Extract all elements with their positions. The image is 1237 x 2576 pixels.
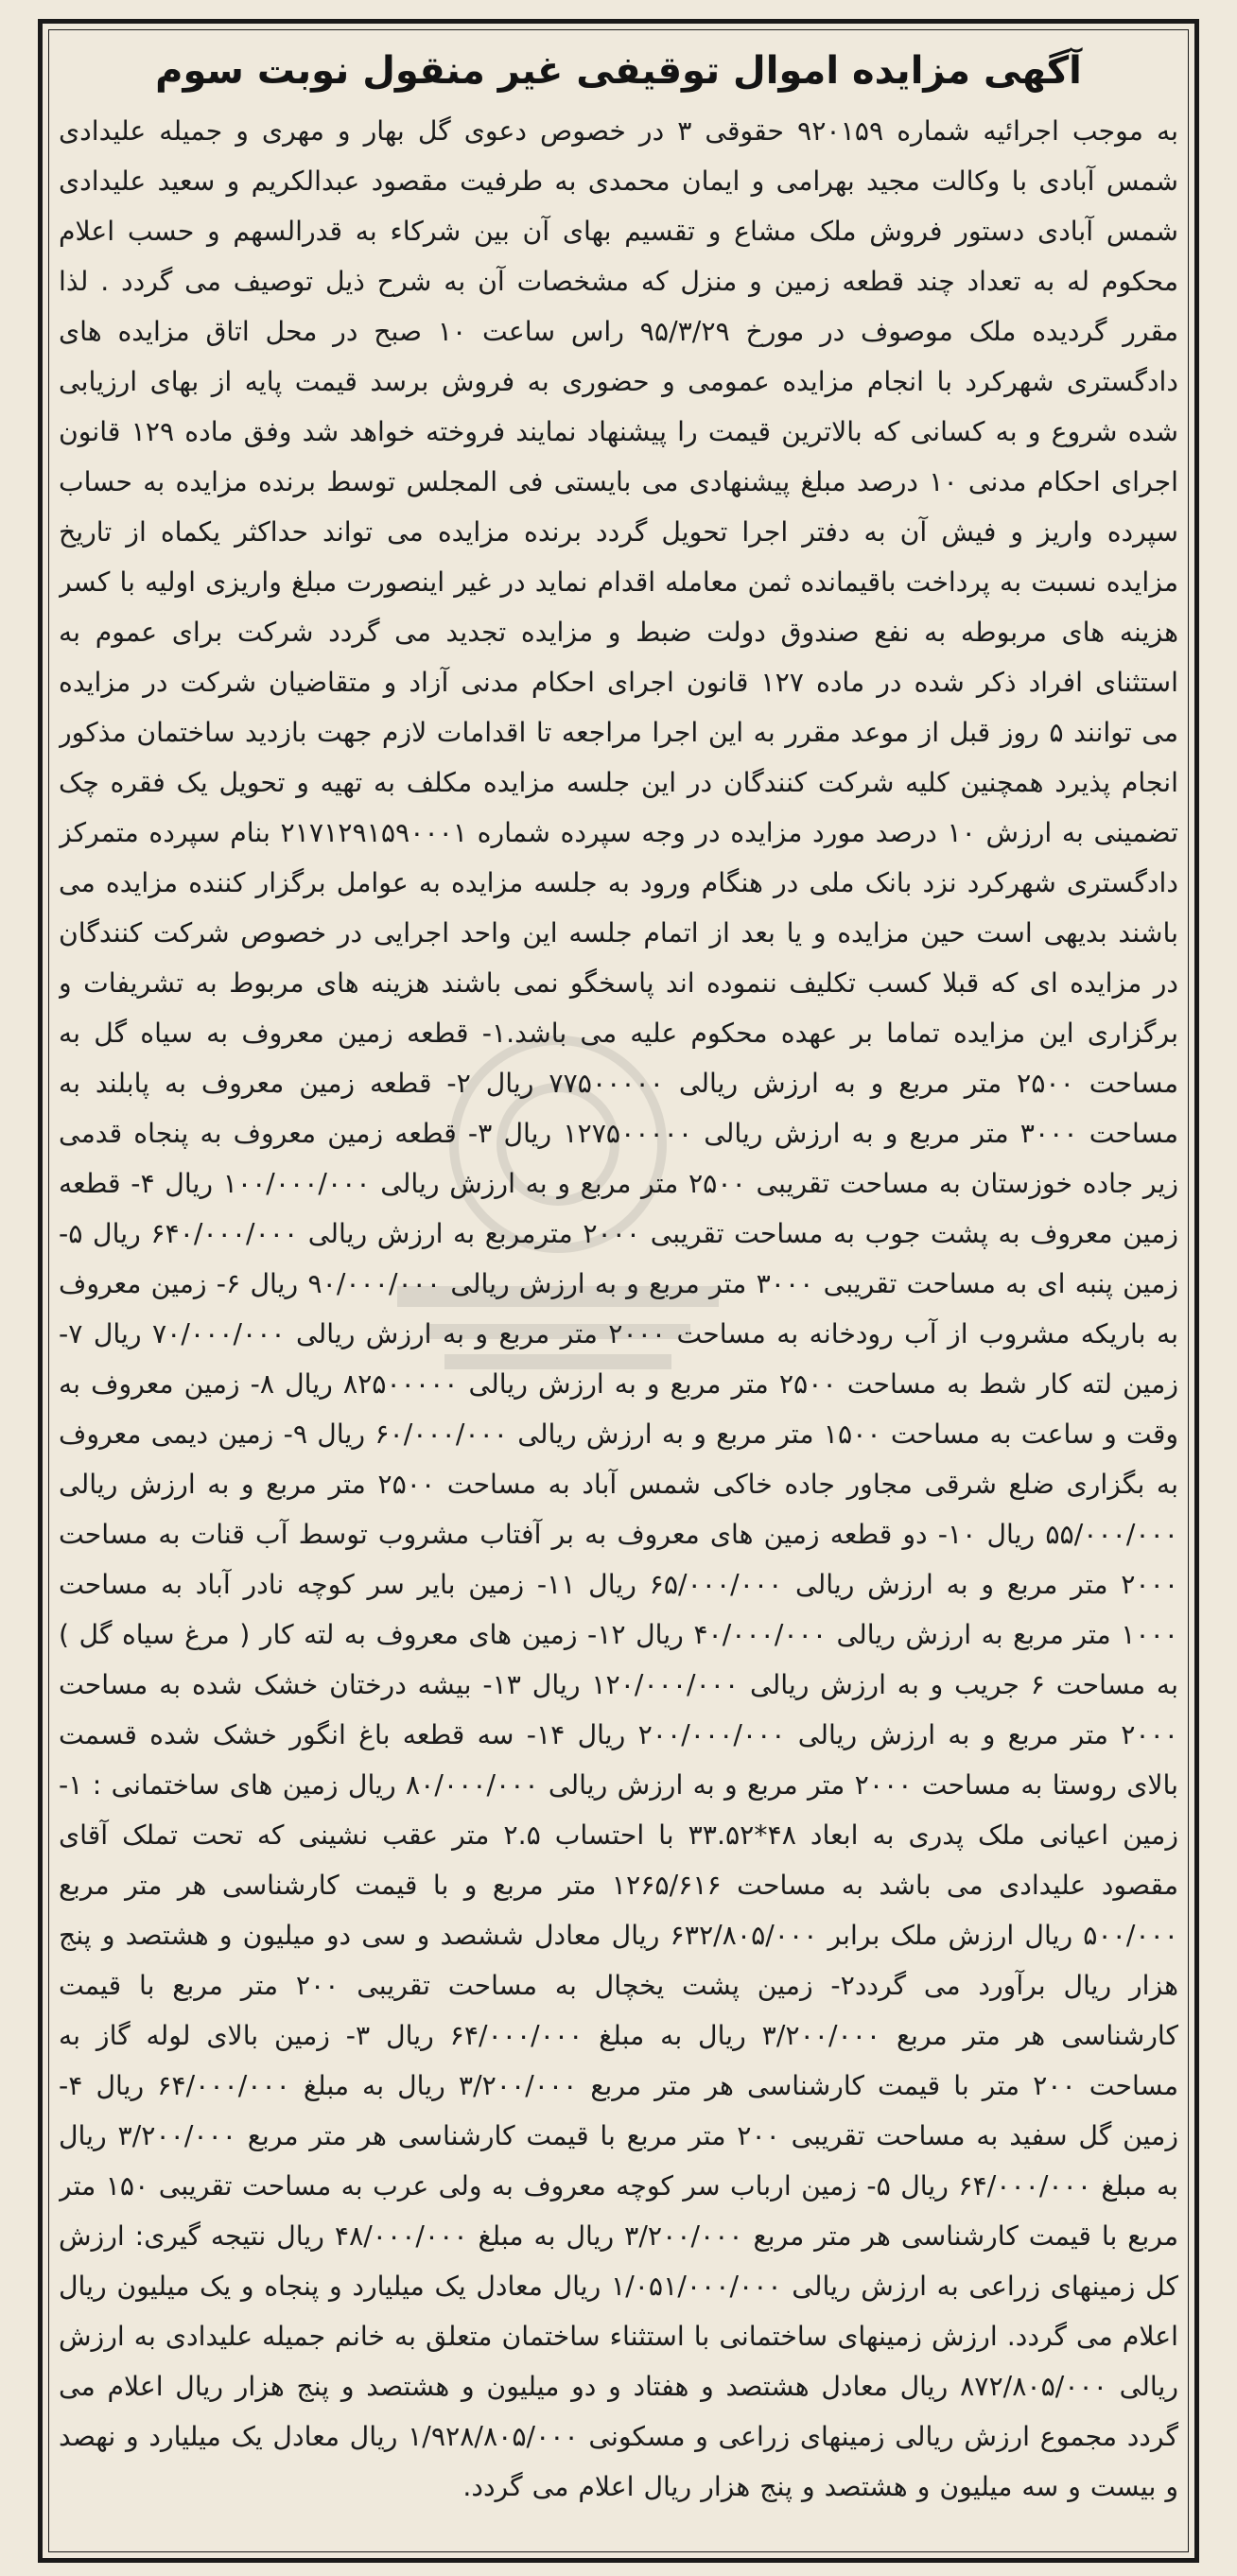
notice-body: به موجب اجرائیه شماره ۹۲۰۱۵۹ حقوقی ۳ در خصوص دعوی گل بهار و مهری و جمیله علیدادی شمس آبادی با وکالت مجید بهرامی و ایمان محمدی به طرفیت مقصود عبدالکریم و سعید علیدادی شمس آبادی دستور فروش ملک مشاع و تقسیم بهای آن بین شرکاء به قدرالسهم و حسب اعلام محکوم له به تعداد چند قطعه زمین و منزل که مشخصات آن به شرح ذیل توصیف می گردد . لذا مقرر گردیده ملک موصوف در مورخ ۹۵/۳/۲۹ راس ساعت ۱۰ صبح در محل اتاق مزایده های دادگستری شهرکرد با انجام مزایده عمومی و حضوری به فروش برسد قیمت پایه از بهای ارزیابی شده شروع و به کسانی که بالاترین قیمت را پیشنهاد نمایند فروخته خواهد شد وفق ماده ۱۲۹ قانون اجرای احکام مدنی ۱۰ درصد مبلغ پیشنهادی می بایستی فی المجلس توسط برنده مزایده به حساب سپرده واریز و فیش آن به دفتر اجرا تحویل گردد برنده مزایده می تواند حداکثر یکماه از تاریخ مزایده نسبت به پرداخت باقیمانده ثمن معامله اقدام نماید در غیر اینصورت مبلغ واریزی اولیه با کسر هزینه های مربوطه به نفع صندوق دولت ضبط و مزایده تجدید می گردد شرکت برای عموم به استثنای افراد ذکر شده در ماده ۱۲۷ قانون اجرای احکام مدنی آزاد و متقاضیان شرکت در مزایده می توانند ۵ روز قبل از موعد مقرر به این اجرا مراجعه تا اقدامات لازم جهت بازدید ساختمان مذکور انجام پذیرد همچنین کلیه شرکت کنندگان در این جلسه مزایده مکلف به تهیه و تحویل یک فقره چک تضمینی به ارزش ۱۰ درصد مورد مزایده در وجه سپرده شماره ۲۱۷۱۲۹۱۵۹۰۰۰۱ بنام سپرده متمرکز دادگستری شهرکرد نزد بانک ملی در هنگام ورود به جلسه مزایده به عوامل برگزار کننده مزایده می باشند بدیهی است حین مزایده و یا بعد از اتمام جلسه این واحد اجرایی در خصوص شرکت کنندگان در مزایده ای که قبلا کسب تکلیف ننموده اند پاسخگو نمی باشند هزینه های مربوط به تشریفات و برگزاری این مزایده تماما بر عهده محکوم علیه می باشد.۱- قطعه زمین معروف به سیاه گل به مساحت ۲۵۰۰ متر مربع و به ارزش ریالی ۷۷۵۰۰۰۰۰ ریال ۲- قطعه زمین معروف به پابلند به مساحت ۳۰۰۰ متر مربع و به ارزش ریالی ۱۲۷۵۰۰۰۰۰ ریال ۳- قطعه زمین معروف به پنجاه قدمی زیر جاده خوزستان به مساحت تقریبی ۲۵۰۰ متر مربع و به ارزش ریالی ۱۰۰/۰۰۰/۰۰۰ ریال ۴- قطعه زمین معروف به پشت جوب به مساحت تقریبی ۲۰۰۰ مترمربع به ارزش ریالی ۶۴۰/۰۰۰/۰۰۰ ریال ۵- زمین پنبه ای به مساحت تقریبی ۳۰۰۰ متر مربع و به ارزش ریالی ۹۰/۰۰۰/۰۰۰ ریال ۶- زمین معروف به باریکه مشروب از آب رودخانه به مساحت ۲۰۰۰ متر مربع و به ارزش ریالی ۷۰/۰۰۰/۰۰۰ ریال ۷- زمین لته کار شط به مساحت ۲۵۰۰ متر مربع و به ارزش ریالی ۸۲۵۰۰۰۰۰ ریال ۸- زمین معروف به وقت و ساعت به مساحت ۱۵۰۰ متر مربع و به ارزش ریالی ۶۰/۰۰۰/۰۰۰ ریال ۹- زمین دیمی معروف به بگزاری ضلع شرقی مجاور جاده خاکی شمس آباد به مساحت ۲۵۰۰ متر مربع و به ارزش ریالی ۵۵/۰۰۰/۰۰۰ ریال ۱۰- دو قطعه زمین های معروف به بر آفتاب مشروب توسط آب قنات به مساحت ۲۰۰۰ متر مربع و به ارزش ریالی ۶۵/۰۰۰/۰۰۰ ریال ۱۱- زمین بایر سر کوچه نادر آباد به مساحت ۱۰۰۰ متر مربع به ارزش ریالی ۴۰/۰۰۰/۰۰۰ ریال ۱۲- زمین های معروف به لته کار ( مرغ سیاه گل ) به مساحت ۶ جریب و به ارزش ریالی ۱۲۰/۰۰۰/۰۰۰ ریال ۱۳- بیشه درختان خشک شده به مساحت ۲۰۰۰ متر مربع و به ارزش ریالی ۲۰۰/۰۰۰/۰۰۰ ریال ۱۴- سه قطعه باغ انگور خشک شده قسمت بالای روستا به مساحت ۲۰۰۰ متر مربع و به ارزش ریالی ۸۰/۰۰۰/۰۰۰ ریال زمین های ساختمانی : ۱- زمین اعیانی ملک پدری به ابعاد ۴۸*۳۳.۵۲ با احتساب ۲.۵ متر عقب نشینی که تحت تملک آقای مقصود علیدادی می باشد به مساحت ۱۲۶۵/۶۱۶ متر مربع و با قیمت کارشناسی هر متر مربع ۵۰۰/۰۰۰ ریال ارزش ملک برابر ۶۳۲/۸۰۵/۰۰۰ ریال معادل ششصد و سی دو میلیون و هشتصد و پنج هزار ریال برآورد می گردد۲- زمین پشت یخچال به مساحت تقریبی ۲۰۰ متر مربع با قیمت کارشناسی هر متر مربع ۳/۲۰۰/۰۰۰ ریال به مبلغ ۶۴/۰۰۰/۰۰۰ ریال ۳- زمین بالای لوله گاز به مساحت ۲۰۰ متر با قیمت کارشناسی هر متر مربع ۳/۲۰۰/۰۰۰ ریال به مبلغ ۶۴/۰۰۰/۰۰۰ ریال ۴- زمین گل سفید به مساحت تقریبی ۲۰۰ متر مربع با قیمت کارشناسی هر متر مربع ۳/۲۰۰/۰۰۰ ریال به مبلغ ۶۴/۰۰۰/۰۰۰ ریال ۵- زمین ارباب سر کوچه معروف به ولی عرب به مساحت تقریبی ۱۵۰ متر مربع با قیمت کارشناسی هر متر مربع ۳/۲۰۰/۰۰۰ ریال به مبلغ ۴۸/۰۰۰/۰۰۰ ریال نتیجه گیری: ارزش کل زمینهای زراعی به ارزش ریالی ۱/۰۵۱/۰۰۰/۰۰۰ ریال معادل یک میلیارد و پنجاه و یک میلیون ریال اعلام می گردد. ارزش زمینهای ساختمانی با استثناء ساختمان متعلق به خانم جمیله علیدادی به ارزش ریالی ۸۷۲/۸۰۵/۰۰۰ ریال معادل هشتصد و هفتاد و دو میلیون و هشتصد و پنج هزار ریال اعلام می گردد مجموع ارزش ریالی زمینهای زراعی و مسکونی ۱/۹۲۸/۸۰۵/۰۰۰ ریال معادل یک میلیارد و نهصد و بیست و سه میلیون و هشتصد و پنج هزار ریال اعلام می گردد. bbox=[59, 115, 1178, 2502]
notice-title: آگهی مزایده اموال توقیفی غیر منقول نوبت سوم bbox=[155, 49, 1082, 93]
